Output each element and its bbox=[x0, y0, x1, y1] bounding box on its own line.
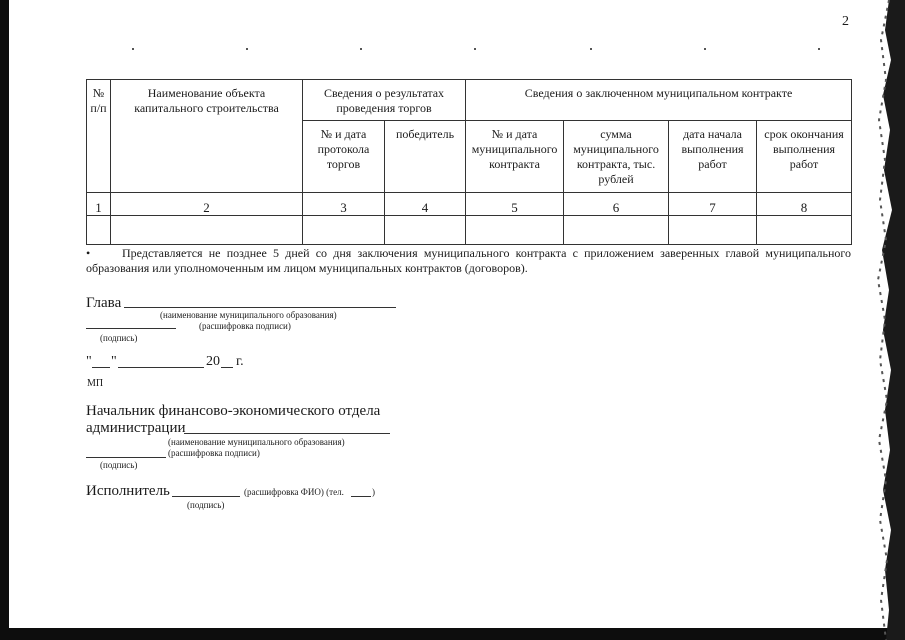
empty-cell bbox=[87, 216, 111, 245]
subheader-contract-sum: сумма муниципального контракта, тыс. рублей bbox=[564, 121, 669, 193]
header-object-name: Наименование объекта капитального строительства bbox=[111, 80, 303, 193]
contracts-table bbox=[86, 79, 852, 245]
finance-title-line2: администрации bbox=[86, 420, 186, 436]
empty-cell bbox=[111, 216, 303, 245]
column-number: 7 bbox=[669, 193, 757, 216]
page-number: 2 bbox=[842, 14, 849, 29]
date-month-line bbox=[118, 367, 204, 368]
date-year-line bbox=[221, 367, 233, 368]
executor-caption-signature: (подпись) bbox=[187, 500, 225, 510]
empty-cell bbox=[564, 216, 669, 245]
head-label: Глава bbox=[86, 295, 122, 311]
date-year-prefix: 20 bbox=[206, 354, 220, 369]
scan-speck bbox=[818, 48, 820, 50]
date-year-suffix: г. bbox=[236, 354, 244, 369]
scan-speck bbox=[360, 48, 362, 50]
scan-speck bbox=[246, 48, 248, 50]
executor-signature-line bbox=[172, 496, 240, 497]
empty-cell bbox=[466, 216, 564, 245]
date-day-line bbox=[92, 367, 110, 368]
scan-edge-left bbox=[0, 0, 9, 640]
subheader-start-date: дата начала выполнения работ bbox=[669, 121, 757, 193]
finance-municipality-line bbox=[184, 433, 390, 434]
caption-decode: (расшифровка подписи) bbox=[199, 321, 291, 331]
finance-caption-decode: (расшифровка подписи) bbox=[168, 448, 260, 458]
column-number: 6 bbox=[564, 193, 669, 216]
scan-speck bbox=[590, 48, 592, 50]
subheader-end-date: срок окончания выполнения работ bbox=[757, 121, 852, 193]
date-open-quote: " bbox=[86, 354, 92, 369]
empty-cell bbox=[669, 216, 757, 245]
header-contract-info: Сведения о заключенном муниципальном контракте bbox=[466, 80, 852, 121]
header-tender-results: Сведения о результатах проведения торгов bbox=[303, 80, 466, 121]
column-number: 5 bbox=[466, 193, 564, 216]
finance-signature-line bbox=[86, 457, 166, 458]
column-number: 8 bbox=[757, 193, 852, 216]
footnote bbox=[86, 246, 851, 276]
stamp-label: МП bbox=[87, 378, 104, 389]
finance-caption-municipality: (наименование муниципального образования) bbox=[168, 437, 345, 447]
column-number: 4 bbox=[385, 193, 466, 216]
subheader-winner: победитель bbox=[385, 121, 466, 193]
caption-signature: (подпись) bbox=[100, 333, 138, 343]
executor-label: Исполнитель bbox=[86, 483, 170, 499]
municipality-line bbox=[124, 307, 396, 308]
empty-cell bbox=[757, 216, 852, 245]
date-close-quote: " bbox=[111, 354, 117, 369]
caption-municipality: (наименование муниципального образования) bbox=[160, 310, 337, 320]
executor-caption-fio: (расшифровка ФИО) (тел. bbox=[244, 487, 344, 497]
scan-speck bbox=[474, 48, 476, 50]
column-number: 2 bbox=[111, 193, 303, 216]
scan-edge-bottom bbox=[0, 628, 905, 640]
finance-caption-signature: (подпись) bbox=[100, 460, 138, 470]
scan-edge-right bbox=[877, 0, 905, 640]
column-number: 3 bbox=[303, 193, 385, 216]
footnote-text: Представляется не позднее 5 дней со дня заключения муниципального контракта с приложением заверенных главой муниципального образования или уполномоченным им лицом муниципальных контрактов (договоров). bbox=[86, 246, 851, 275]
scan-speck bbox=[132, 48, 134, 50]
finance-title-line1: Начальник финансово-экономического отдела bbox=[86, 403, 381, 419]
empty-cell bbox=[385, 216, 466, 245]
empty-cell bbox=[303, 216, 385, 245]
subheader-protocol: № и дата протокола торгов bbox=[303, 121, 385, 193]
subheader-contract-number: № и дата муниципального контракта bbox=[466, 121, 564, 193]
executor-caption-close: ) bbox=[372, 487, 375, 497]
header-num: № п/п bbox=[87, 80, 111, 193]
bullet-icon: • bbox=[86, 246, 91, 260]
signature-line bbox=[86, 328, 176, 329]
executor-phone-line bbox=[351, 496, 371, 497]
column-number: 1 bbox=[87, 193, 111, 216]
scan-speck bbox=[704, 48, 706, 50]
